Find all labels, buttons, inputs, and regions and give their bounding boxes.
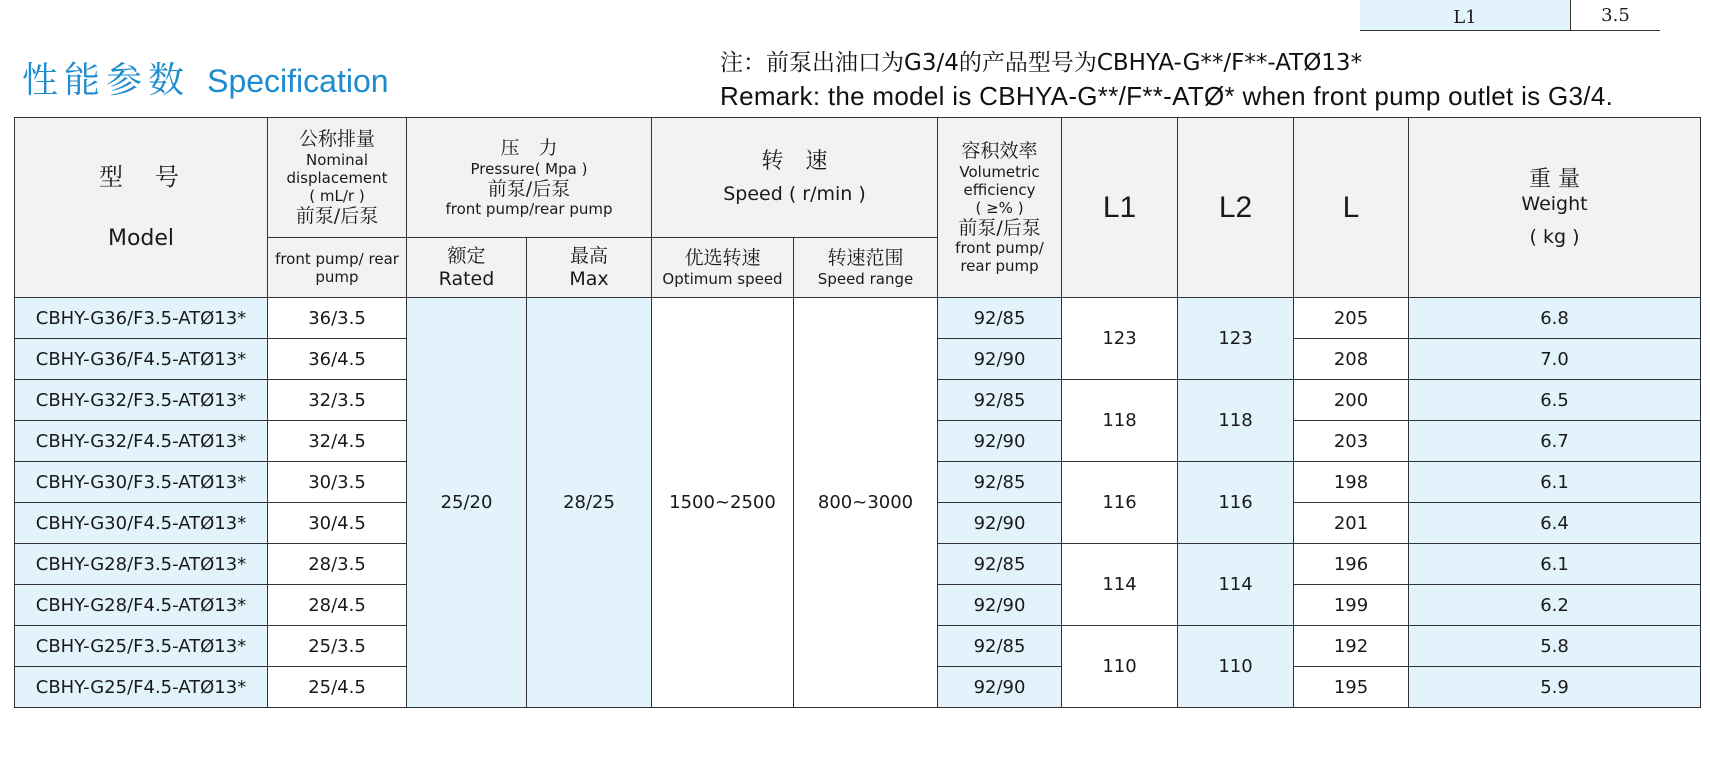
cell-l2: 123 <box>1178 298 1294 380</box>
header-pressure-zh: 压 力 <box>500 136 558 159</box>
cell-model: CBHY-G36/F3.5-ATØ13* <box>15 298 268 339</box>
page-title <box>22 52 389 103</box>
cell-efficiency: 92/85 <box>938 462 1062 503</box>
cell-rated-pressure: 25/20 <box>407 298 527 708</box>
cell-weight: 6.1 <box>1409 462 1701 503</box>
header-speed-en: Speed ( r/min ) <box>723 183 866 206</box>
cell-l2: 118 <box>1178 380 1294 462</box>
cell-speed-range: 800~3000 <box>794 298 938 708</box>
header-disp-zh: 公称排量 <box>298 127 375 150</box>
header-model-en: Model <box>107 225 175 251</box>
cell-displacement: 32/4.5 <box>268 421 407 462</box>
header-eff-en1: Volumetric <box>959 162 1040 181</box>
header-weight <box>1409 118 1701 298</box>
header-max-en: Max <box>569 267 609 290</box>
cell-model: CBHY-G28/F3.5-ATØ13* <box>15 544 268 585</box>
cell-l: 199 <box>1294 585 1409 626</box>
header-disp-fr <box>268 238 407 298</box>
corner-label: L1 <box>1360 0 1571 30</box>
header-disp-en2: displacement <box>286 168 388 187</box>
header-max <box>527 238 652 298</box>
header-pressure-fr-zh: 前泵/后泵 <box>487 177 571 200</box>
cell-weight: 6.1 <box>1409 544 1701 585</box>
cell-l: 192 <box>1294 626 1409 667</box>
cell-model: CBHY-G36/F4.5-ATØ13* <box>15 339 268 380</box>
cell-model: CBHY-G28/F4.5-ATØ13* <box>15 585 268 626</box>
title-en: Specification <box>207 63 389 99</box>
cell-l: 205 <box>1294 298 1409 339</box>
remark-note <box>720 44 1613 112</box>
note-en: Remark: the model is CBHYA-G**/F**-ATØ* when front pump outlet is G3/4. <box>720 81 1614 111</box>
cell-displacement: 28/4.5 <box>268 585 407 626</box>
cell-l: 196 <box>1294 544 1409 585</box>
cell-weight: 6.8 <box>1409 298 1701 339</box>
cell-l: 200 <box>1294 380 1409 421</box>
cell-l1: 116 <box>1062 462 1178 544</box>
header-optimum <box>652 238 794 298</box>
cell-optimum-speed: 1500~2500 <box>652 298 794 708</box>
cell-l: 208 <box>1294 339 1409 380</box>
header-weight-unit: ( kg ) <box>1529 225 1580 248</box>
cell-displacement: 25/4.5 <box>268 667 407 708</box>
cell-weight: 6.2 <box>1409 585 1701 626</box>
header-eff-en2: efficiency <box>963 180 1036 199</box>
header-rated <box>407 238 527 298</box>
cell-l2: 110 <box>1178 626 1294 708</box>
header-pressure-en: Pressure( Mpa ) <box>470 159 588 178</box>
cell-max-pressure: 28/25 <box>527 298 652 708</box>
cell-weight: 6.4 <box>1409 503 1701 544</box>
cell-l: 201 <box>1294 503 1409 544</box>
cell-model: CBHY-G32/F4.5-ATØ13* <box>15 421 268 462</box>
cell-weight: 7.0 <box>1409 339 1701 380</box>
cell-l1: 118 <box>1062 380 1178 462</box>
header-rated-zh: 额定 <box>447 244 486 267</box>
cell-model: CBHY-G30/F3.5-ATØ13* <box>15 462 268 503</box>
cell-efficiency: 92/85 <box>938 298 1062 339</box>
cell-weight: 6.7 <box>1409 421 1701 462</box>
cell-efficiency: 92/90 <box>938 339 1062 380</box>
top-reference-strip <box>1360 0 1660 31</box>
cell-weight: 6.5 <box>1409 380 1701 421</box>
header-opt-zh: 优选转速 <box>684 247 761 270</box>
header-eff-fr-zh: 前泵/后泵 <box>958 216 1041 239</box>
cell-model: CBHY-G30/F4.5-ATØ13* <box>15 503 268 544</box>
header-disp-fr-en: front pump/ rear pump <box>275 249 399 286</box>
table-row <box>15 298 1701 339</box>
cell-efficiency: 92/90 <box>938 421 1062 462</box>
cell-efficiency: 92/90 <box>938 667 1062 708</box>
cell-efficiency: 92/85 <box>938 380 1062 421</box>
cell-displacement: 28/3.5 <box>268 544 407 585</box>
cell-weight: 5.9 <box>1409 667 1701 708</box>
cell-displacement: 32/3.5 <box>268 380 407 421</box>
header-range <box>794 238 938 298</box>
cell-model: CBHY-G32/F3.5-ATØ13* <box>15 380 268 421</box>
title-zh: 性能参数 <box>22 60 191 101</box>
header-max-zh: 最高 <box>569 244 608 267</box>
header-l2: L2 <box>1178 118 1294 298</box>
cell-efficiency: 92/90 <box>938 585 1062 626</box>
header-eff-fr-en: front pump/ rear pump <box>955 239 1044 276</box>
header-pressure-fr-en: front pump/rear pump <box>445 200 613 219</box>
cell-displacement: 36/4.5 <box>268 339 407 380</box>
header-model <box>15 118 268 298</box>
cell-model: CBHY-G25/F4.5-ATØ13* <box>15 667 268 708</box>
cell-l1: 110 <box>1062 626 1178 708</box>
header-pressure <box>407 118 652 238</box>
header-l: L <box>1294 118 1409 298</box>
cell-efficiency: 92/85 <box>938 544 1062 585</box>
cell-displacement: 30/4.5 <box>268 503 407 544</box>
cell-l2: 116 <box>1178 462 1294 544</box>
cell-model: CBHY-G25/F3.5-ATØ13* <box>15 626 268 667</box>
header-speed <box>652 118 938 238</box>
note-zh: 注：前泵出油口为G3/4的产品型号为CBHYA-G**/F**-ATØ13* <box>720 50 1363 76</box>
header-displacement <box>268 118 407 238</box>
spec-table <box>14 117 1701 708</box>
header-range-zh: 转速范围 <box>827 247 904 270</box>
header-disp-fr-zh: 前泵/后泵 <box>295 204 379 227</box>
header-eff-zh: 容积效率 <box>961 139 1038 162</box>
header-speed-zh: 转 速 <box>761 148 828 174</box>
cell-l2: 114 <box>1178 544 1294 626</box>
cell-l: 198 <box>1294 462 1409 503</box>
cell-l1: 123 <box>1062 298 1178 380</box>
header-l1: L1 <box>1062 118 1178 298</box>
header-disp-unit: ( mL/r ) <box>309 186 365 205</box>
header-rated-en: Rated <box>438 267 495 290</box>
header-model-zh: 型 号 <box>99 162 183 191</box>
cell-weight: 5.8 <box>1409 626 1701 667</box>
cell-l: 195 <box>1294 667 1409 708</box>
cell-efficiency: 92/85 <box>938 626 1062 667</box>
corner-value: 3.5 <box>1601 5 1630 26</box>
cell-displacement: 25/3.5 <box>268 626 407 667</box>
header-opt-en: Optimum speed <box>662 269 783 288</box>
header-efficiency <box>938 118 1062 298</box>
header-disp-en1: Nominal <box>305 150 369 169</box>
cell-l1: 114 <box>1062 544 1178 626</box>
header-eff-unit: ( ≥% ) <box>975 198 1024 217</box>
cell-efficiency: 92/90 <box>938 503 1062 544</box>
cell-l: 203 <box>1294 421 1409 462</box>
header-weight-zh: 重 量 <box>1529 166 1581 192</box>
header-weight-en: Weight <box>1521 192 1588 215</box>
header-range-en: Speed range <box>817 269 914 288</box>
cell-displacement: 36/3.5 <box>268 298 407 339</box>
cell-displacement: 30/3.5 <box>268 462 407 503</box>
